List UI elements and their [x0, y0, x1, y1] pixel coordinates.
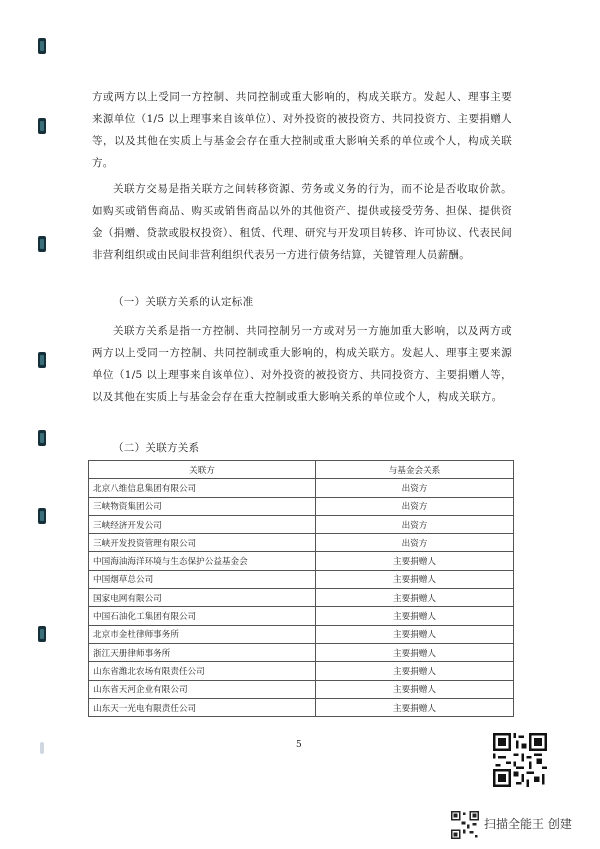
table-row [89, 497, 514, 515]
related-party-table [88, 460, 514, 717]
column-header-relation: 与基金会关系 [316, 461, 514, 479]
party-cell: 三峡经济开发公司 [89, 515, 316, 533]
party-cell: 北京市金杜律师事务所 [89, 625, 316, 643]
binder-hole-icon [38, 626, 46, 642]
page-number: 5 [296, 740, 302, 750]
party-cell: 中国海油海洋环境与生态保护公益基金会 [89, 552, 316, 570]
paragraph-related-party-transactions: 关联方交易是指关联方之间转移资源、劳务或义务的行为，而不论是否收取价款。如购买或销售商品、购买或销售商品以外的其他资产、提供或接受劳务、担保、提供资金（捐赠、贷款或股权投资）、租赁、代理、研究与开发项目转移、许可协议、代表民间非营利组织或由民间非营利组织代表另一方进行债务结算，关键管理人员薪酬。 [92, 183, 512, 261]
relation-cell: 主要捐赠人 [316, 680, 514, 698]
relation-cell: 主要捐赠人 [316, 625, 514, 643]
relation-cell: 出资方 [316, 497, 514, 515]
heading-related-party-relations: （二）关联方关系 [113, 442, 200, 454]
scanner-watermark: 扫描全能王 创建 [484, 817, 572, 831]
table-row [89, 662, 514, 680]
party-cell: 北京八维信息集团有限公司 [89, 479, 316, 497]
party-cell: 浙江天册律师事务所 [89, 643, 316, 661]
relation-cell: 主要捐赠人 [316, 698, 514, 716]
paragraph-related-party-definition: 关联方关系是指一方控制、共同控制另一方或对另一方施加重大影响，以及两方或两方以上受同一方控制、共同控制或重大影响的，构成关联方。发起人、理事主要来源单位（1/5 以上理事来自该单位）、对外投资的被投资方、共同投资方、主要捐赠人等，以及其他在实质上与基金会存在重大控制或重大影响关系的单位或个人，构成关联方。 [92, 325, 512, 403]
table-row [89, 589, 514, 607]
table-row [89, 625, 514, 643]
binder-hole-icon [38, 430, 46, 446]
binder-hole-icon [38, 236, 46, 252]
binder-hole-icon [38, 118, 46, 134]
relation-cell: 主要捐赠人 [316, 662, 514, 680]
table-row [89, 515, 514, 533]
relation-cell: 主要捐赠人 [316, 643, 514, 661]
table-row [89, 570, 514, 588]
table-row [89, 479, 514, 497]
scan-speck [40, 742, 44, 754]
relation-cell: 主要捐赠人 [316, 552, 514, 570]
relation-cell: 主要捐赠人 [316, 607, 514, 625]
paragraph-related-party-continued: 方或两方以上受同一方控制、共同控制或重大影响的，构成关联方。发起人、理事主要来源单位（1/5 以上理事来自该单位）、对外投资的被投资方、共同投资方、主要捐赠人等，以及其他在实质上与基金会存在重大控制或重大影响关系的单位或个人，构成关联方。 [92, 91, 512, 169]
party-cell: 三峡开发投资管理有限公司 [89, 534, 316, 552]
party-cell: 国家电网有限公司 [89, 589, 316, 607]
table-header-row [89, 461, 514, 479]
party-cell: 中国烟草总公司 [89, 570, 316, 588]
party-cell: 山东省天河企业有限公司 [89, 680, 316, 698]
table-row [89, 643, 514, 661]
party-cell: 山东天一光电有限责任公司 [89, 698, 316, 716]
binder-hole-icon [38, 352, 46, 368]
qr-code-icon [451, 811, 479, 839]
party-cell: 中国石油化工集团有限公司 [89, 607, 316, 625]
relation-cell: 主要捐赠人 [316, 589, 514, 607]
party-cell: 三峡物资集团公司 [89, 497, 316, 515]
heading-identification-criteria: （一）关联方关系的认定标准 [113, 296, 254, 308]
table-row [89, 607, 514, 625]
column-header-party: 关联方 [89, 461, 316, 479]
table-row [89, 698, 514, 716]
table-row [89, 680, 514, 698]
table-row [89, 552, 514, 570]
relation-cell: 主要捐赠人 [316, 570, 514, 588]
qr-code-icon [493, 733, 547, 787]
party-cell: 山东省潍北农场有限责任公司 [89, 662, 316, 680]
relation-cell: 出资方 [316, 515, 514, 533]
relation-cell: 出资方 [316, 479, 514, 497]
binder-hole-icon [38, 508, 46, 524]
binder-hole-icon [38, 38, 46, 54]
relation-cell: 出资方 [316, 534, 514, 552]
table-row [89, 534, 514, 552]
